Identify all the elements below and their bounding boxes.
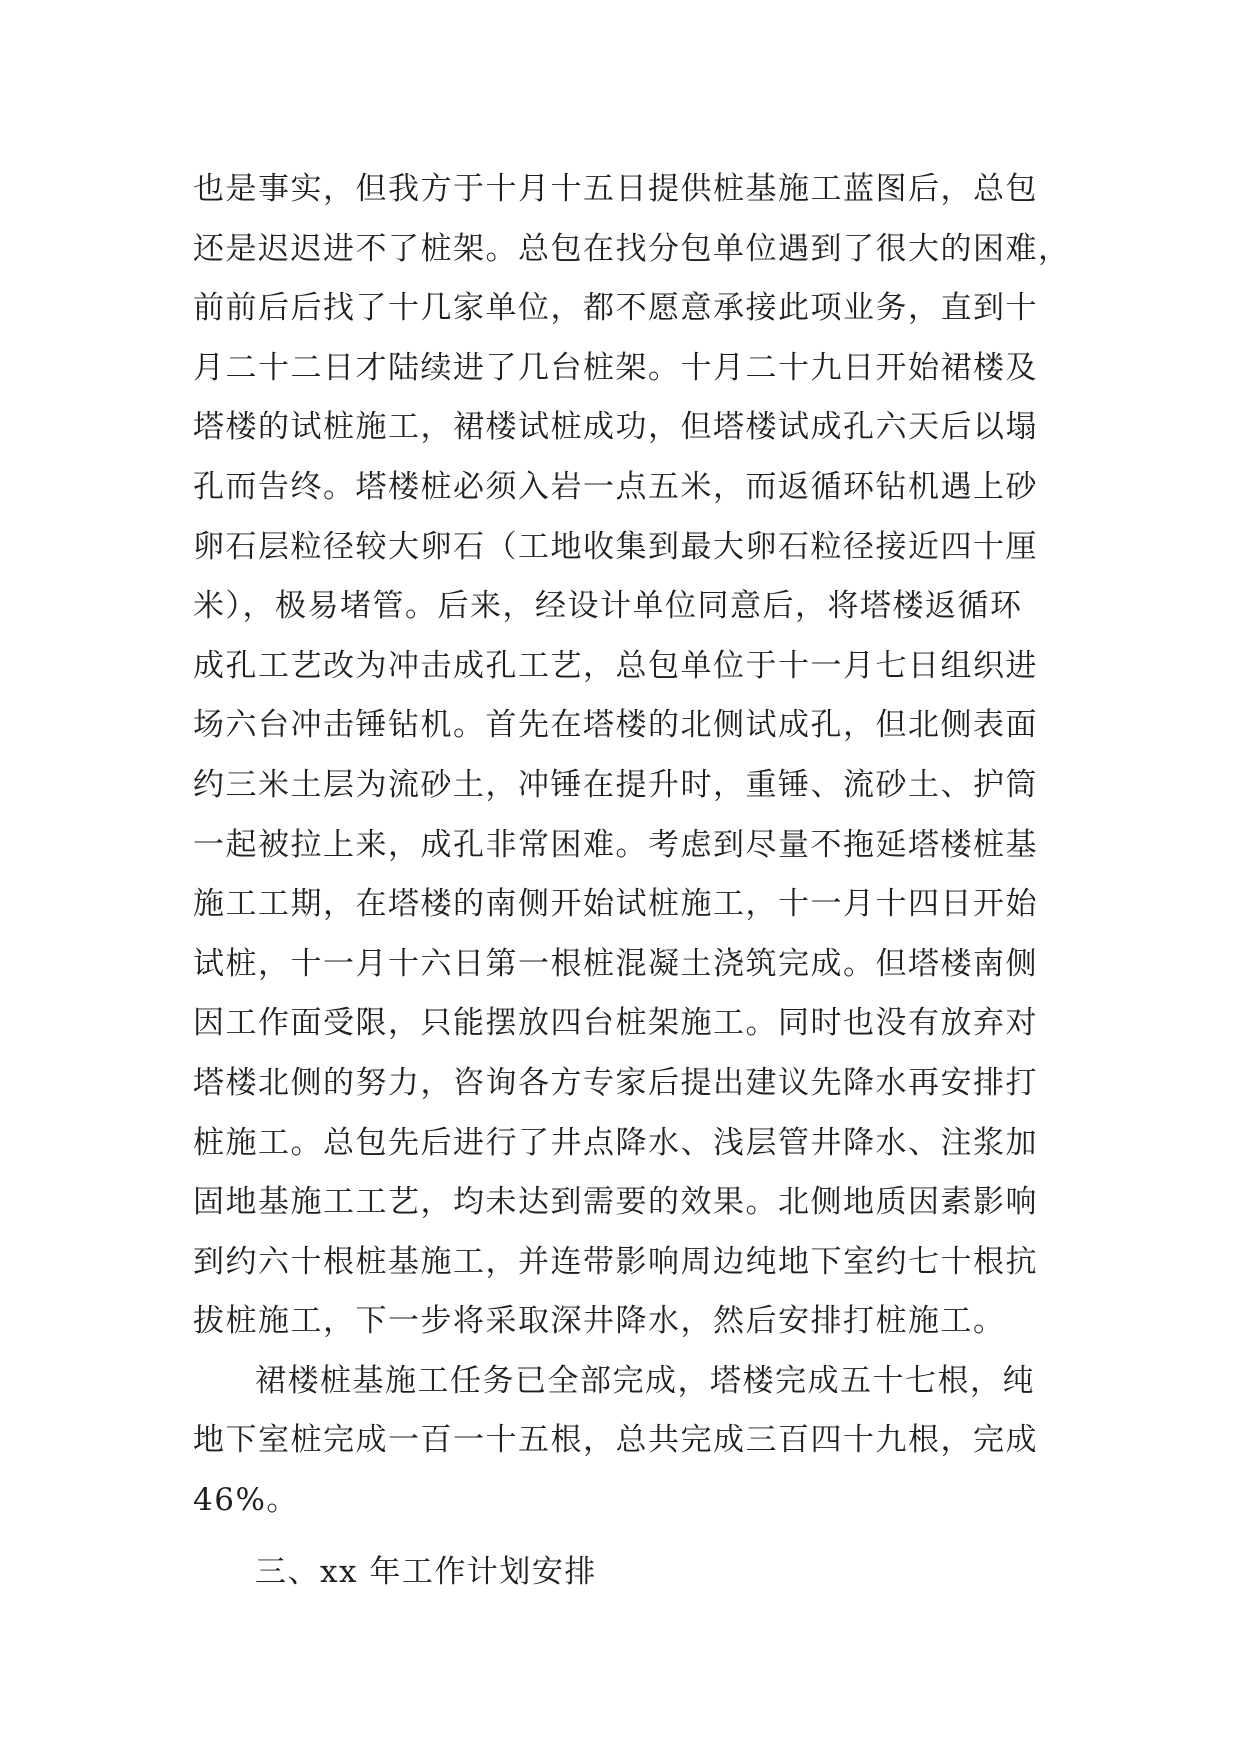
text-line: 因工作面受限，只能摆放四台桩架施工。同时也没有放弃对 xyxy=(193,1005,1038,1042)
text-line: 还是迟迟进不了桩架。总包在找分包单位遇到了很大的困难， xyxy=(193,230,1071,267)
text-line: 卵石层粒径较大卵石（工地收集到最大卵石粒径接近四十厘 xyxy=(193,528,1038,565)
text-line: 孔而告终。塔楼桩必须入岩一点五米，而返循环钻机遇上砂 xyxy=(193,468,1038,505)
text-line: 裙楼桩基施工任务已全部完成，塔楼完成五十七根，纯 xyxy=(255,1362,1035,1399)
text-line: 约三米土层为流砂土，冲锤在提升时，重锤、流砂土、护筒 xyxy=(193,766,1038,803)
text-line: 成孔工艺改为冲击成孔工艺，总包单位于十一月七日组织进 xyxy=(193,647,1038,684)
text-line: 塔楼北侧的努力，咨询各方专家后提出建议先降水再安排打 xyxy=(193,1064,1038,1101)
text-line: 场六台冲击锤钻机。首先在塔楼的北侧试成孔，但北侧表面 xyxy=(193,707,1038,744)
text-line: 塔楼的试桩施工，裙楼试桩成功，但塔楼试成孔六天后以塌 xyxy=(193,409,1038,446)
text-line: 46%。 xyxy=(193,1482,299,1519)
text-line: 施工工期，在塔楼的南侧开始试桩施工，十一月十四日开始 xyxy=(193,886,1038,923)
text-line: 也是事实，但我方于十月十五日提供桩基施工蓝图后，总包 xyxy=(193,171,1038,207)
text-line: 地下室桩完成一百一十五根，总共完成三百四十九根，完成 xyxy=(193,1422,1038,1459)
text-line: 桩施工。总包先后进行了井点降水、浅层管井降水、注浆加 xyxy=(193,1124,1038,1161)
text-line: 米），极易堵管。后来，经设计单位同意后，将塔楼返循环 xyxy=(193,588,1023,625)
section-heading: 三、xx 年工作计划安排 xyxy=(255,1553,597,1590)
text-line: 拔桩施工，下一步将采取深井降水，然后安排打桩施工。 xyxy=(193,1303,1006,1340)
text-line: 前前后后找了十几家单位，都不愿意承接此项业务，直到十 xyxy=(193,290,1038,327)
paragraph-1 xyxy=(193,160,1071,1352)
text-line: 固地基施工工艺，均未达到需要的效果。北侧地质因素影响 xyxy=(193,1184,1038,1221)
text-line: 一起被拉上来，成孔非常困难。考虑到尽量不拖延塔楼桩基 xyxy=(193,826,1038,863)
text-line: 月二十二日才陆续进了几台桩架。十月二十九日开始裙楼及 xyxy=(193,349,1038,386)
document-body xyxy=(193,160,1071,1602)
paragraph-2 xyxy=(193,1352,1053,1531)
text-line: 到约六十根桩基施工，并连带影响周边纯地下室约七十根抗 xyxy=(193,1243,1038,1280)
text-line: 试桩，十一月十六日第一根桩混凝土浇筑完成。但塔楼南侧 xyxy=(193,945,1038,982)
